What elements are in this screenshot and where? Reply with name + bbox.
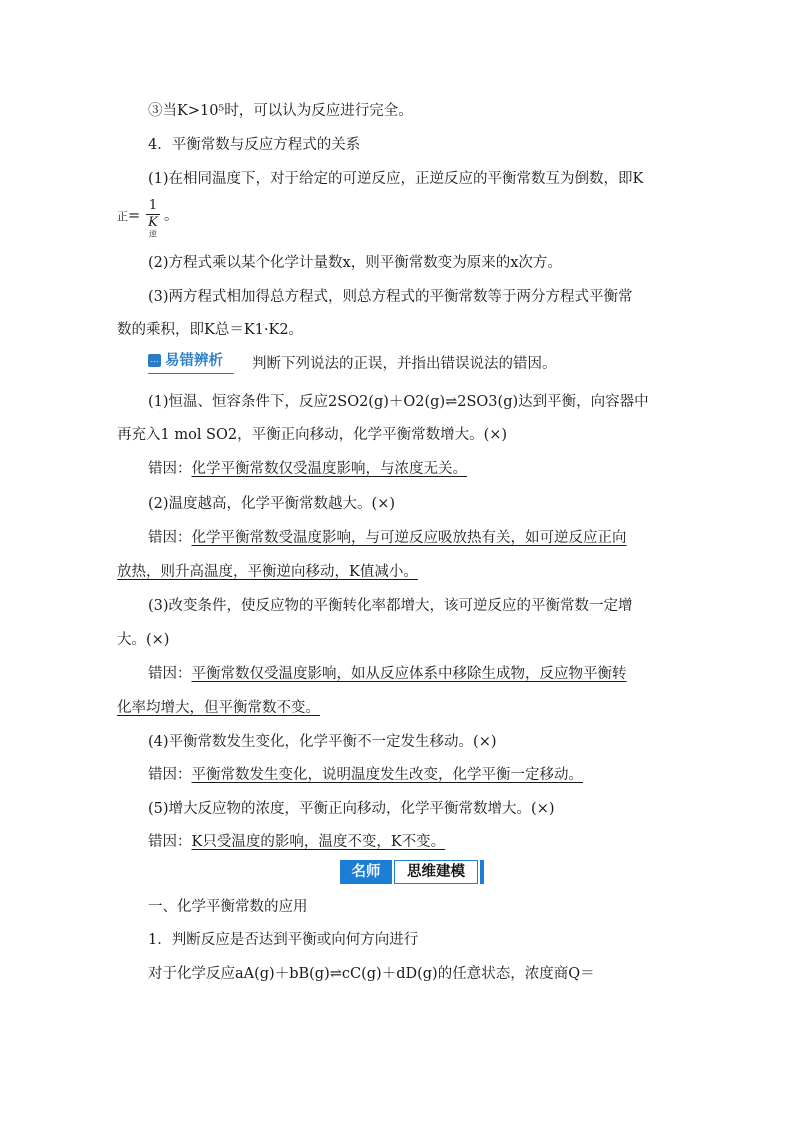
error-body-continued: 放热，则升高温度，平衡逆向移动，K值减小。 bbox=[117, 564, 418, 580]
superscript-label: 逆 bbox=[149, 229, 157, 239]
text-line: (5)增大反应物的浓度，平衡正向移动，化学平衡常数增大。(×) bbox=[148, 801, 555, 817]
error-prefix: 错因： bbox=[148, 767, 192, 783]
fraction-denominator bbox=[146, 215, 160, 247]
text-line bbox=[117, 206, 140, 227]
text-line: (2)温度越高，化学平衡常数越大。(×) bbox=[148, 496, 396, 512]
banner-right-label: 思维建模 bbox=[394, 860, 478, 884]
section-heading: 4．平衡常数与反应方程式的关系 bbox=[148, 137, 361, 153]
tag-icon: … bbox=[148, 354, 161, 367]
text-line: 再充入1 mol SO2，平衡正向移动，化学平衡常数增大。(×) bbox=[117, 427, 508, 443]
error-reason bbox=[148, 459, 467, 479]
error-body: K只受温度的影响，温度不变，K不变。 bbox=[191, 834, 446, 850]
error-prefix: 错因： bbox=[148, 461, 192, 477]
error-reason bbox=[148, 664, 627, 684]
error-reason bbox=[148, 832, 445, 852]
text-line: 大。(×) bbox=[117, 632, 170, 648]
text-line: (2)方程式乘以某个化学计量数x，则平衡常数变为原来的x次方。 bbox=[148, 255, 562, 271]
text-line: 对于化学反应aA(g)＋bB(g)⇌cC(g)＋dD(g)的任意状态，浓度商Q＝ bbox=[148, 966, 595, 982]
text-line: (3)两方程式相加得总方程式，则总方程式的平衡常数等于两分方程式平衡常 bbox=[148, 289, 633, 305]
error-reason bbox=[148, 528, 627, 548]
error-body: 平衡常数发生变化，说明温度发生改变，化学平衡一定移动。 bbox=[191, 767, 583, 783]
section-heading: 1．判断反应是否达到平衡或向何方向进行 bbox=[148, 932, 419, 948]
text-line: (1)在相同温度下，对于给定的可逆反应，正逆反应的平衡常数互为倒数，即K bbox=[148, 171, 644, 187]
error-body-continued: 化率均增大，但平衡常数不变。 bbox=[117, 700, 320, 716]
error-prefix: 错因： bbox=[148, 834, 192, 850]
master-thinking-banner bbox=[340, 860, 490, 884]
error-body: 化学平衡常数受温度影响，与可逆反应吸放热有关，如可逆反应正向 bbox=[191, 530, 627, 546]
text-line: 数的乘积，即K总＝K1·K2。 bbox=[117, 322, 304, 338]
text-line: ③当K>10⁵时，可以认为反应进行完全。 bbox=[148, 103, 413, 119]
error-body: 平衡常数仅受温度影响，如从反应体系中移除生成物，反应物平衡转 bbox=[191, 666, 627, 682]
tag-label: 易错辨析 bbox=[165, 353, 223, 369]
text-line: (1)恒温、恒容条件下，反应2SO2(g)＋O2(g)⇌2SO3(g)达到平衡，向容器中 bbox=[148, 394, 649, 410]
subscript-label: 正 bbox=[117, 210, 128, 223]
text-line: 。 bbox=[164, 208, 179, 224]
banner-left-label: 名师 bbox=[340, 860, 392, 884]
equals-sign: = bbox=[128, 208, 141, 224]
banner-end-bar bbox=[480, 860, 484, 884]
error-body: 化学平衡常数仅受温度影响，与浓度无关。 bbox=[191, 461, 467, 477]
error-prefix: 错因： bbox=[148, 530, 192, 546]
fraction-numerator: 1 bbox=[146, 198, 160, 215]
error-reason bbox=[148, 765, 583, 785]
section-heading: 一、化学平衡常数的应用 bbox=[148, 899, 308, 915]
text-line: (4)平衡常数发生变化，化学平衡不一定发生移动。(×) bbox=[148, 734, 497, 750]
k-symbol: K bbox=[148, 215, 158, 230]
error-prefix: 错因： bbox=[148, 666, 192, 682]
error-analysis-tag bbox=[148, 351, 234, 374]
fraction bbox=[146, 198, 160, 247]
text-line: 判断下列说法的正误，并指出错误说法的错因。 bbox=[252, 356, 557, 372]
text-line: (3)改变条件，使反应物的平衡转化率都增大，该可逆反应的平衡常数一定增 bbox=[148, 598, 633, 614]
